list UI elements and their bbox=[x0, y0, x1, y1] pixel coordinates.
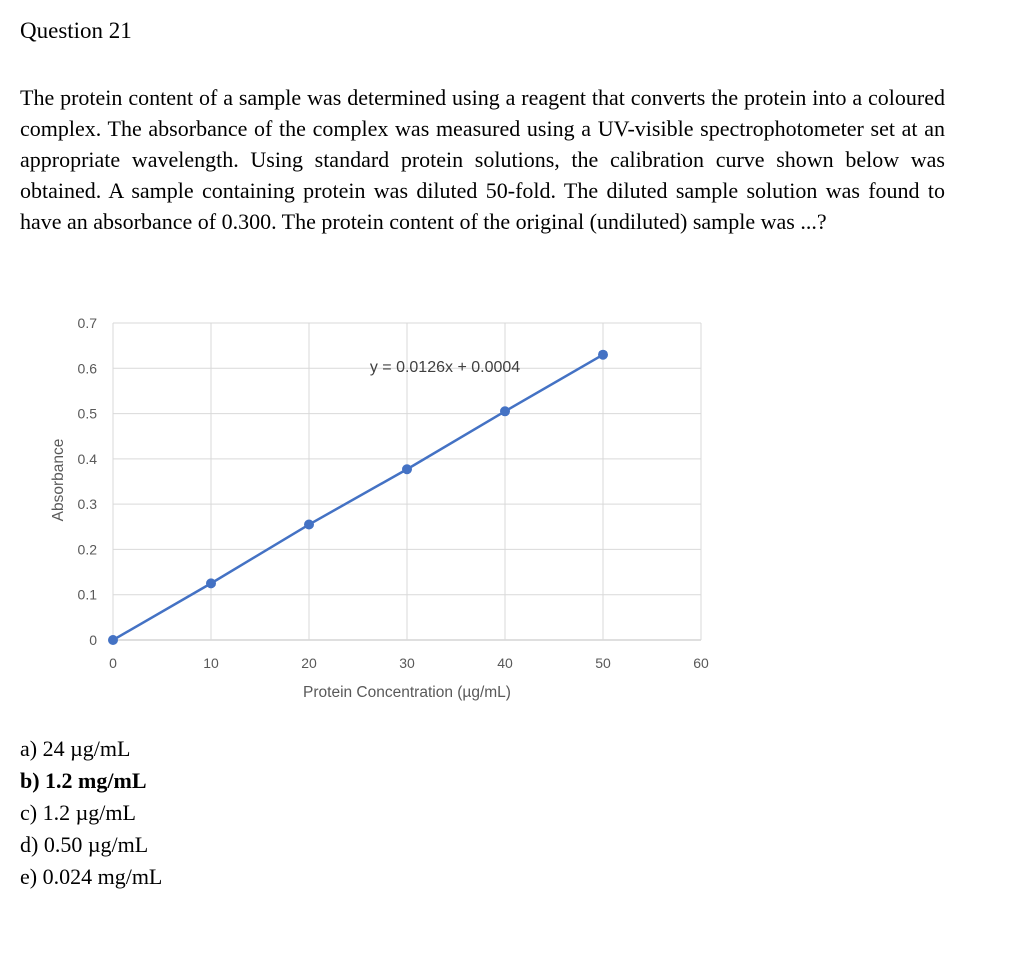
x-tick-label: 20 bbox=[301, 655, 317, 671]
y-tick-label: 0.4 bbox=[77, 450, 97, 467]
data-point bbox=[108, 635, 118, 645]
x-tick-label: 10 bbox=[203, 655, 219, 671]
y-tick-label: 0.3 bbox=[77, 496, 97, 513]
data-point bbox=[304, 520, 314, 530]
question-stem: The protein content of a sample was determined using a reagent that converts the protein into a coloured complex. The absorbance of the complex was measured using a UV-visible spectrophotometer set at an appropriate wavelength. Using standard protein solutions, the calibration curve shown below was obtained. A sample containing protein was diluted 50-fold. The diluted sample solution was found to have an absorbance of 0.300. The protein content of the original (undiluted) sample was ...? bbox=[20, 85, 945, 234]
y-tick-label: 0.2 bbox=[77, 541, 97, 558]
answer-options bbox=[20, 733, 162, 893]
answer-option[interactable]: a) 24 µg/mL bbox=[20, 736, 131, 761]
answer-option[interactable]: c) 1.2 µg/mL bbox=[20, 800, 136, 825]
y-tick-label: 0 bbox=[89, 632, 97, 648]
answer-option[interactable]: e) 0.024 mg/mL bbox=[20, 864, 163, 889]
x-tick-label: 40 bbox=[497, 655, 513, 671]
x-tick-label: 50 bbox=[595, 655, 611, 671]
series-line bbox=[113, 355, 603, 640]
chart-series bbox=[108, 350, 608, 645]
y-tick-label: 0.6 bbox=[77, 360, 97, 377]
data-point bbox=[206, 578, 216, 588]
answer-option[interactable]: d) 0.50 µg/mL bbox=[20, 832, 149, 857]
x-tick-label: 60 bbox=[693, 655, 709, 671]
question-title: Question 21 bbox=[20, 18, 132, 43]
data-point bbox=[500, 406, 510, 416]
y-tick-label: 0.7 bbox=[77, 315, 97, 331]
calibration-chart bbox=[0, 300, 760, 720]
x-tick-label: 30 bbox=[399, 655, 415, 671]
y-tick-label: 0.1 bbox=[77, 586, 97, 603]
x-axis-title: Protein Concentration (µg/mL) bbox=[303, 684, 511, 701]
data-point bbox=[402, 464, 412, 474]
trendline-equation: y = 0.0126x + 0.0004 bbox=[369, 359, 521, 376]
answer-option[interactable]: b) 1.2 mg/mL bbox=[20, 768, 147, 793]
y-axis-title: Absorbance bbox=[50, 438, 67, 522]
data-point bbox=[598, 350, 608, 360]
y-tick-label: 0.5 bbox=[77, 405, 97, 422]
x-tick-label: 0 bbox=[109, 655, 117, 671]
